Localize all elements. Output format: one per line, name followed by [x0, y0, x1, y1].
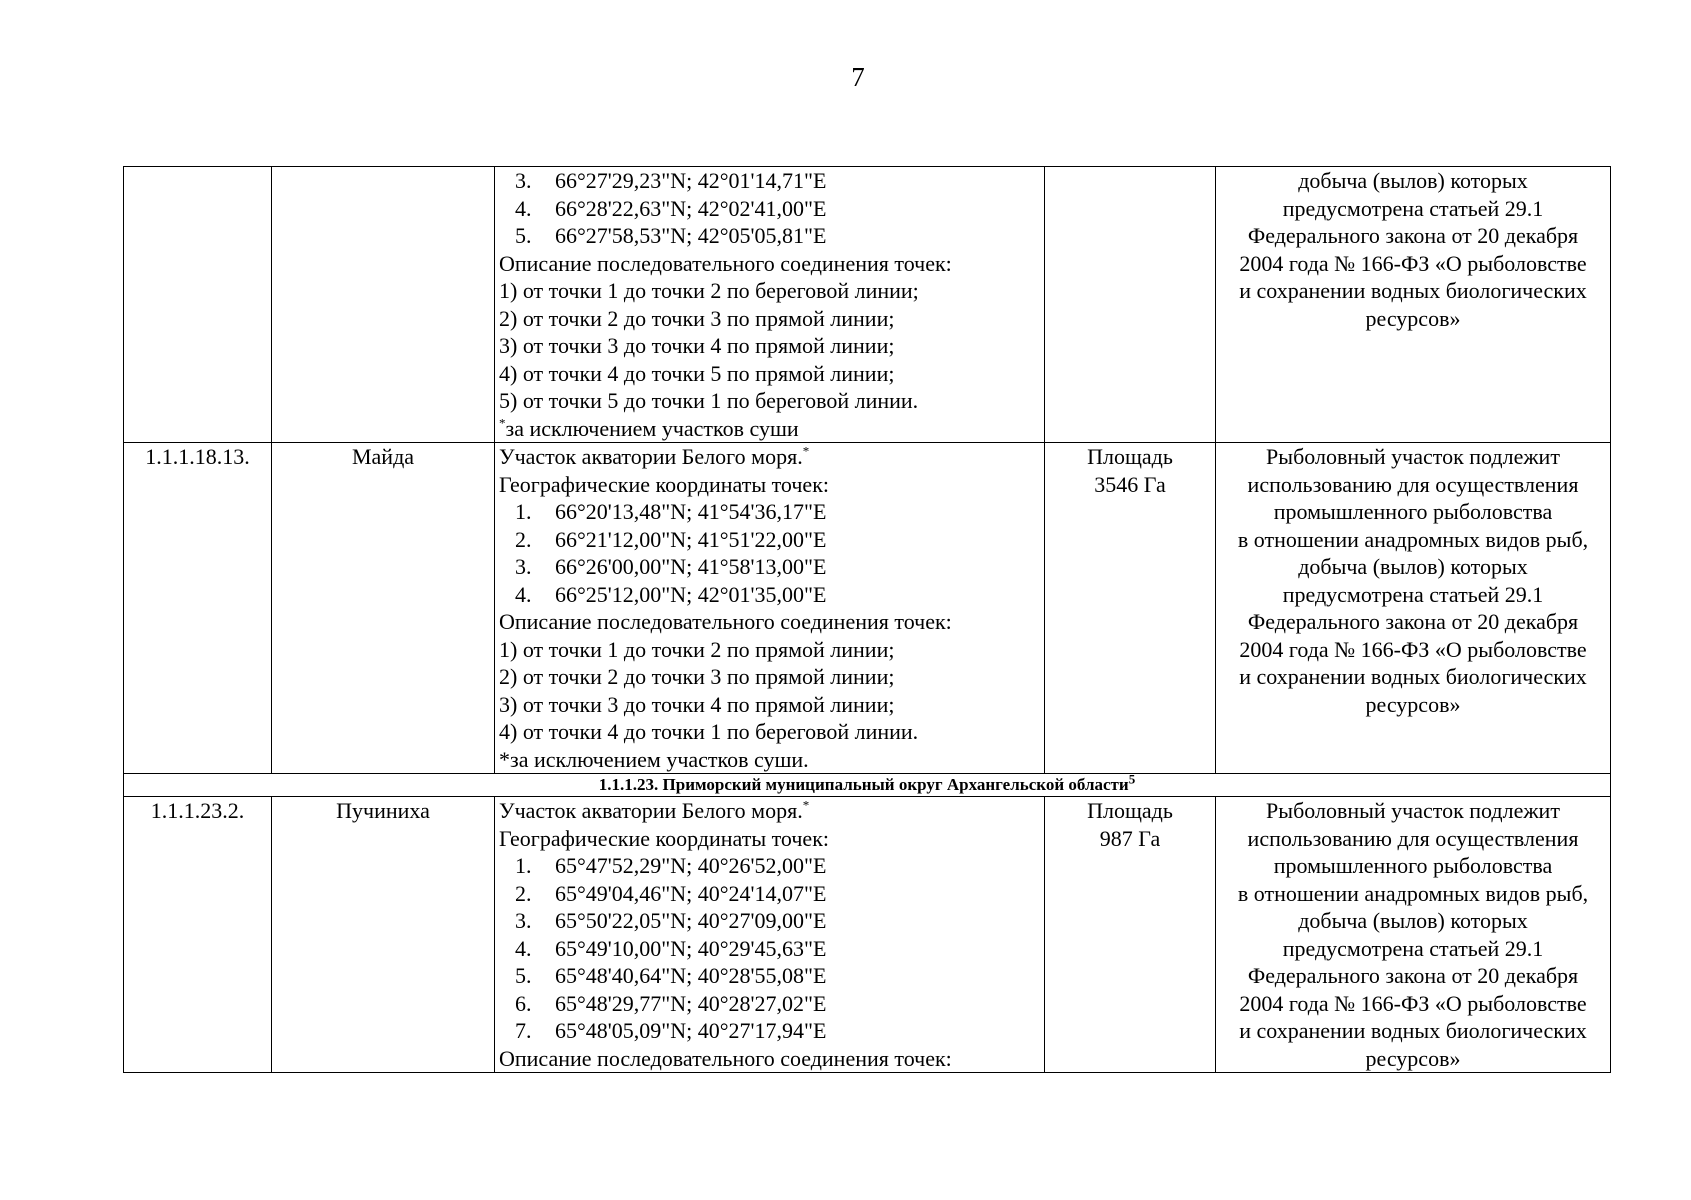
row-code-cell [124, 167, 272, 443]
connection-line: 1) от точки 1 до точки 2 по прямой линии; [499, 636, 895, 662]
connection-header: Описание последовательного соединения точек: [499, 1045, 952, 1071]
coordinate-point: 3. 66°27'29,23"N; 42°01'14,71"E [515, 168, 827, 193]
area-label: Площадь [1087, 798, 1173, 823]
table-row [124, 797, 1611, 1073]
row-code-cell: 1.1.1.18.13. [124, 443, 272, 774]
section-footnote: 5 [1128, 773, 1136, 787]
row-area-cell [1045, 443, 1216, 774]
coordinate-point: 2. 66°21'12,00"N; 41°51'22,00"E [515, 526, 827, 552]
area-value: 987 Га [1099, 825, 1161, 851]
exclusion-note: *за исключением участков суши. [499, 746, 809, 772]
footnote-asterisk: * [499, 415, 506, 431]
row-note-cell: добыча (вылов) которых предусмотрена статьей 29.1 Федерального закона от 20 декабря 2004 года № 166-ФЗ «О рыболовстве и сохранении водных биологических ресурсов» [1216, 167, 1611, 443]
connection-line: 3) от точки 3 до точки 4 по прямой линии; [499, 691, 895, 717]
row-description-cell [495, 167, 1045, 443]
coordinate-point: 4. 66°25'12,00"N; 42°01'35,00"E [515, 581, 827, 607]
row-name-cell: Майда [272, 443, 495, 774]
row-area-cell [1045, 797, 1216, 1073]
section-header-row [124, 774, 1611, 797]
coordinate-point: 1. 66°20'13,48"N; 41°54'36,17"E [515, 499, 827, 524]
coordinate-point: 2. 65°49'04,46"N; 40°24'14,07"E [515, 880, 827, 906]
row-note-cell: Рыболовный участок подлежит использованию для осуществления промышленного рыболовства в отношении анадромных видов рыб, добыча (вылов) которых предусмотрена статьей 29.1 Федерального закона от 20 декабря 2004 года № 166-ФЗ «О рыболовстве и сохранении водных биологических ресурсов» [1216, 797, 1611, 1073]
coordinate-point: 4. 66°28'22,63"N; 42°02'41,00"E [515, 195, 827, 221]
coordinate-point: 1. 65°47'52,29"N; 40°26'52,00"E [515, 853, 827, 878]
fishing-areas-table [123, 166, 1611, 1073]
area-label: Площадь [1087, 444, 1173, 469]
connection-line: 2) от точки 2 до точки 3 по прямой линии; [499, 305, 895, 331]
coordinate-point: 6. 65°48'29,77"N; 40°28'27,02"E [515, 990, 827, 1016]
row-description-cell [495, 797, 1045, 1073]
coordinate-point: 7. 65°48'05,09"N; 40°27'17,94"E [515, 1018, 827, 1043]
exclusion-note: *за исключением участков суши [499, 415, 799, 441]
connection-line: 2) от точки 2 до точки 3 по прямой линии; [499, 664, 895, 689]
connection-header: Описание последовательного соединения точек: [499, 250, 952, 276]
coordinate-point: 3. 66°26'00,00"N; 41°58'13,00"E [515, 554, 827, 579]
area-title: Участок акватории Белого моря.* [499, 443, 810, 469]
connection-line: 3) от точки 3 до точки 4 по прямой линии; [499, 333, 895, 358]
connection-header: Описание последовательного соединения точек: [499, 609, 952, 634]
coordinate-point: 5. 66°27'58,53"N; 42°05'05,81"E [515, 223, 827, 248]
connection-line: 1) от точки 1 до точки 2 по береговой линии; [499, 278, 919, 303]
connection-line: 4) от точки 4 до точки 5 по прямой линии; [499, 360, 895, 386]
connection-line: 5) от точки 5 до точки 1 по береговой линии. [499, 388, 919, 413]
table-row [124, 167, 1611, 443]
connection-line: 4) от точки 4 до точки 1 по береговой линии. [499, 719, 919, 744]
coordinates-header: Географические координаты точек: [499, 471, 829, 497]
row-name-cell: Пучиниха [272, 797, 495, 1073]
footnote-asterisk: * [802, 443, 810, 459]
footnote-asterisk: * [802, 797, 810, 813]
table-row [124, 443, 1611, 774]
page-number: 7 [851, 62, 865, 92]
coordinate-point: 4. 65°49'10,00"N; 40°29'45,63"E [515, 935, 827, 961]
row-note-cell: Рыболовный участок подлежит использованию для осуществления промышленного рыболовства в отношении анадромных видов рыб, добыча (вылов) которых предусмотрена статьей 29.1 Федерального закона от 20 декабря 2004 года № 166-ФЗ «О рыболовстве и сохранении водных биологических ресурсов» [1216, 443, 1611, 774]
area-title: Участок акватории Белого моря.* [499, 797, 810, 823]
row-area-cell [1045, 167, 1216, 443]
section-title: 1.1.1.23. Приморский муниципальный округ Архангельской области$^5$ [124, 774, 1611, 797]
coordinate-point: 3. 65°50'22,05"N; 40°27'09,00"E [515, 908, 827, 933]
row-name-cell [272, 167, 495, 443]
row-code-cell: 1.1.1.23.2. [124, 797, 272, 1073]
coordinates-header: Географические координаты точек: [499, 825, 829, 851]
coordinate-point: 5. 65°48'40,64"N; 40°28'55,08"E [515, 963, 827, 988]
row-description-cell [495, 443, 1045, 774]
area-value: 3546 Га [1094, 471, 1166, 497]
